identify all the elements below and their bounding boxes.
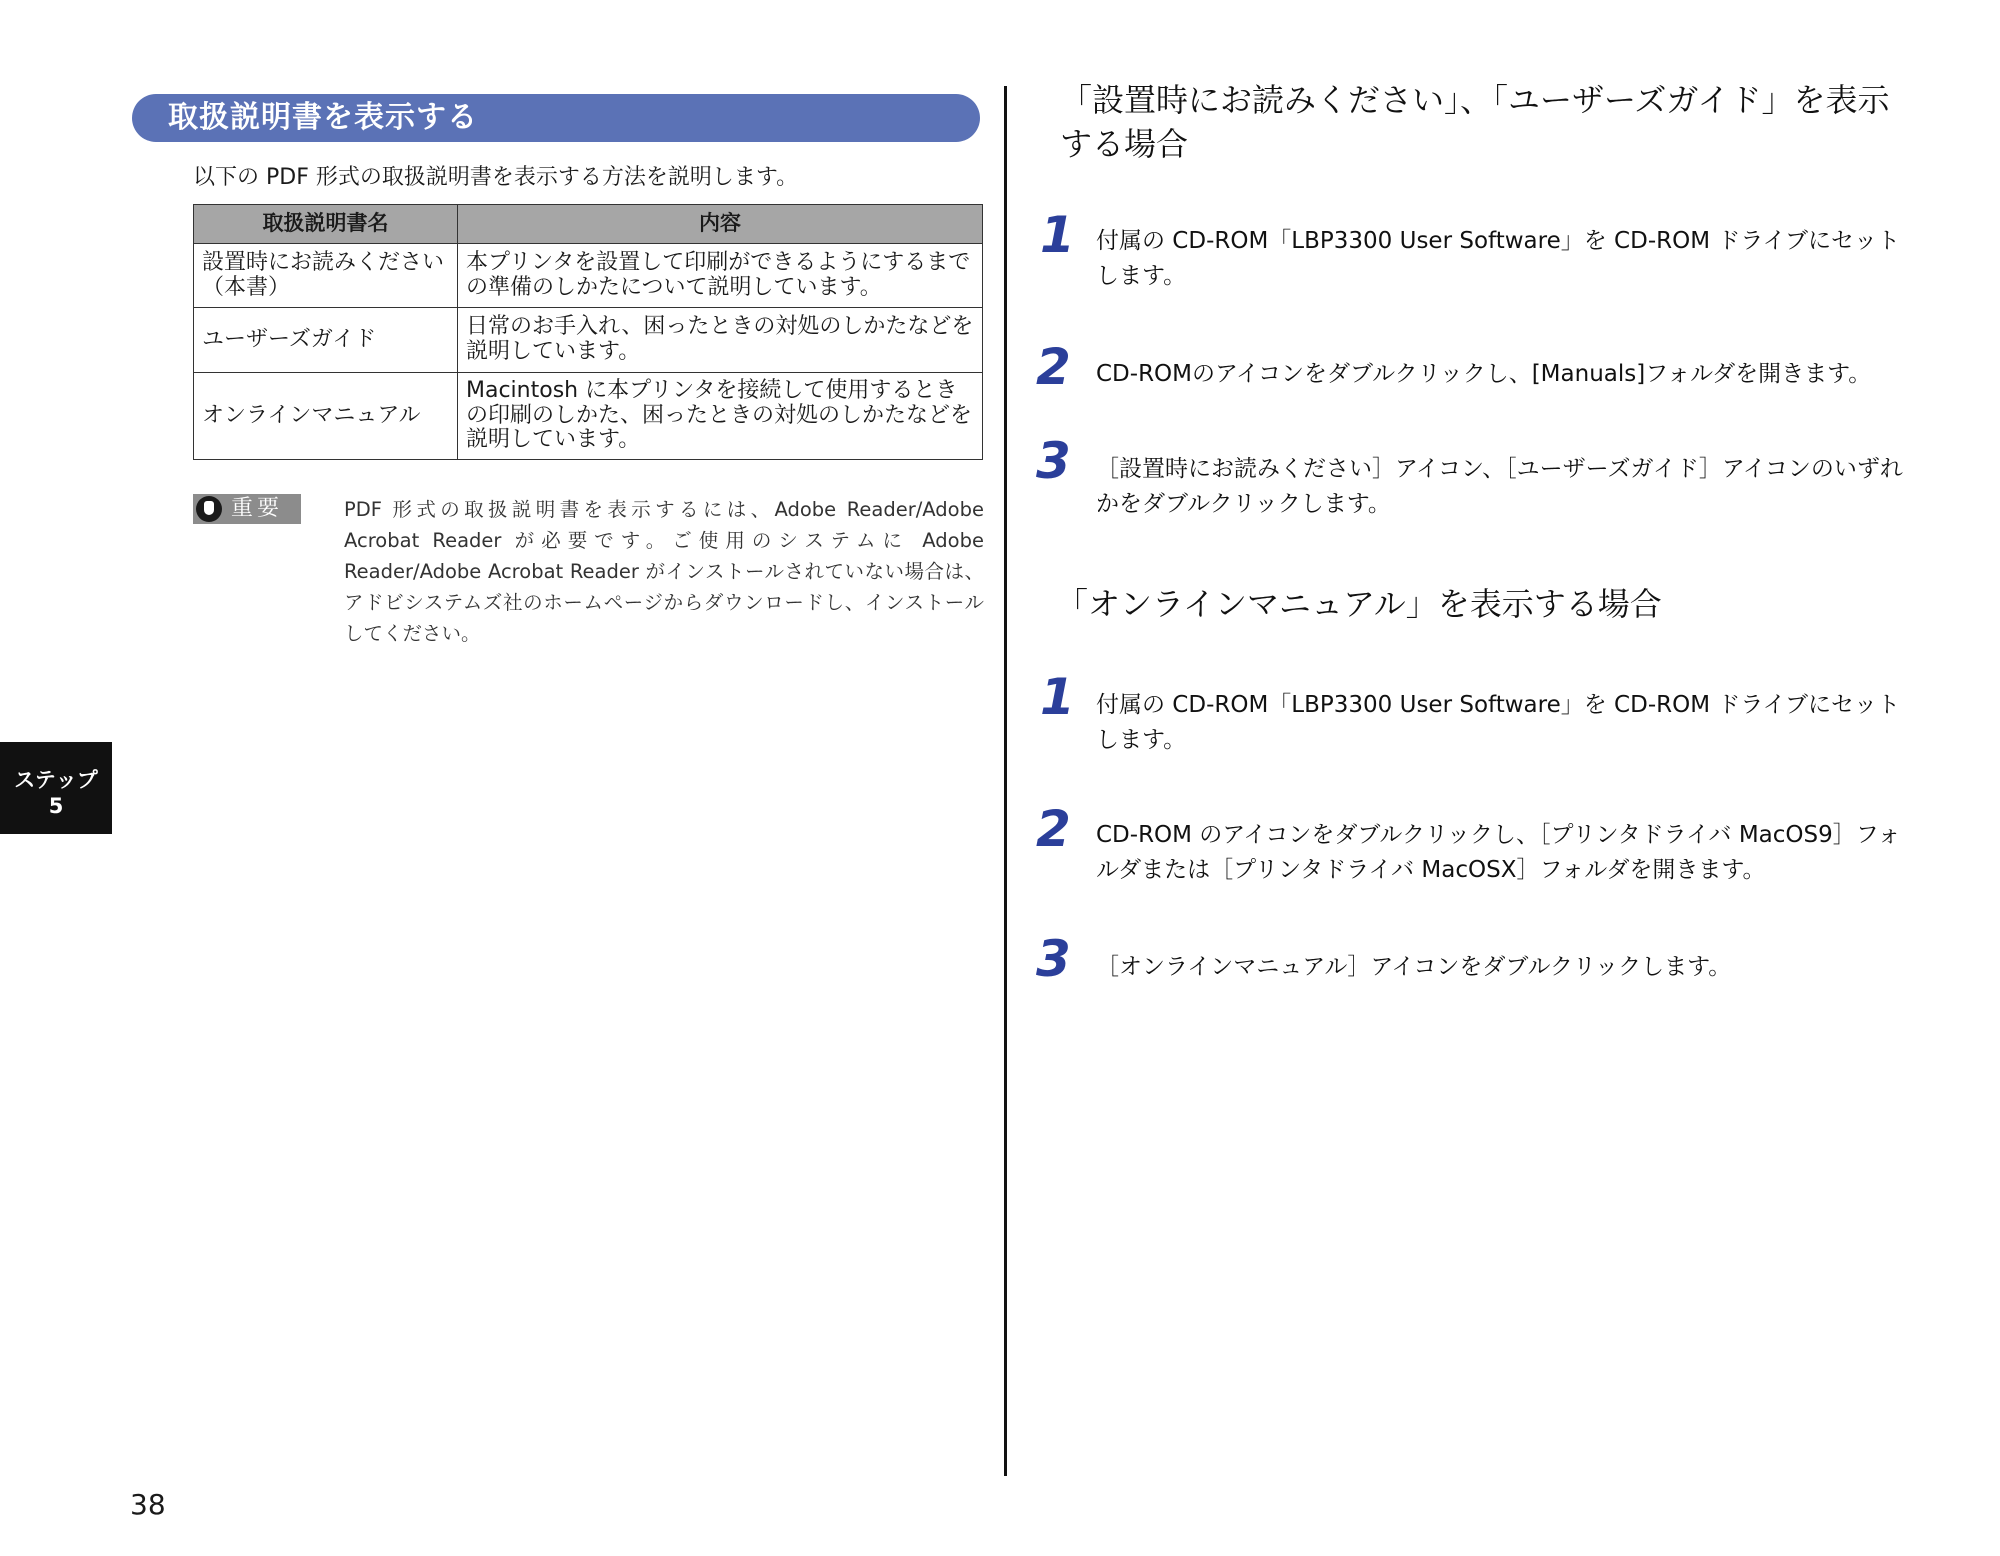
step-number: 2 — [1036, 338, 1071, 396]
table-header-content: 内容 — [458, 205, 983, 244]
table-cell-content: 本プリンタを設置して印刷ができるようにするまでの準備のしかたについて説明しています。 — [458, 244, 983, 308]
table-row — [194, 244, 983, 308]
heading-online-manual: 「オンラインマニュアル」を表示する場合 — [1056, 585, 1662, 623]
page-number: 38 — [130, 1488, 166, 1521]
manuals-table — [193, 204, 983, 460]
step-number: 2 — [1036, 800, 1071, 858]
table-cell-content: Macintosh に本プリンタを接続して使用するときの印刷のしかた、困ったときの対処のしかたなどを説明しています。 — [458, 373, 983, 460]
table-header-row — [194, 205, 983, 244]
step-tab-label: ステップ — [14, 768, 98, 792]
table-header-name: 取扱説明書名 — [194, 205, 458, 244]
step-text: 付属の CD-ROM「LBP3300 User Software」を CD-ROM ドライブにセットします。 — [1096, 228, 1900, 289]
step-text: 付属の CD-ROM「LBP3300 User Software」を CD-ROM ドライブにセットします。 — [1096, 692, 1900, 753]
step-text: CD-ROM のアイコンをダブルクリックし、［プリンタドライバ MacOS9］フォルダまたは［プリンタドライバ MacOSX］フォルダを開きます。 — [1096, 822, 1901, 883]
step-number: 1 — [1040, 206, 1075, 264]
table-row — [194, 373, 983, 460]
step-number: 1 — [1040, 668, 1075, 726]
column-divider — [1004, 86, 1007, 1476]
hand-stop-icon — [196, 496, 222, 522]
table-row — [194, 308, 983, 373]
step-text: ［オンラインマニュアル］アイコンをダブルクリックします。 — [1096, 954, 1732, 980]
step-tab — [0, 742, 112, 834]
section-title: 取扱説明書を表示する — [168, 100, 478, 135]
step-number: 3 — [1036, 432, 1071, 490]
section-title-bar — [132, 94, 980, 142]
important-label: 重要 — [231, 496, 284, 521]
intro-text: 以下の PDF 形式の取扱説明書を表示する方法を説明します。 — [193, 165, 799, 190]
table-cell-content: 日常のお手入れ、困ったときの対処のしかたなどを説明しています。 — [458, 308, 983, 373]
step-text: ［設置時にお読みください］アイコン、［ユーザーズガイド］アイコンのいずれかをダブルクリックします。 — [1096, 456, 1903, 517]
step-text: CD-ROMのアイコンをダブルクリックし、[Manuals]フォルダを開きます。 — [1096, 361, 1872, 387]
table-cell-name: ユーザーズガイド — [194, 308, 458, 373]
step-number: 3 — [1036, 930, 1071, 988]
heading-setup-userguide: 「設置時にお読みください」、「ユーザーズガイド」を表示する場合 — [1060, 81, 1890, 163]
table-cell-name: オンラインマニュアル — [194, 373, 458, 460]
important-badge — [193, 494, 301, 524]
important-note-text: PDF 形式の取扱説明書を表示するには、Adobe Reader/Adobe Acrobat Reader が必要です。ご使用のシステムに Adobe Reader/Adobe Acrobat Reader がインストールされていない場合は、アドビシステムズ社のホームページからダウンロードし、インストールしてください。 — [344, 498, 984, 645]
table-cell-name: 設置時にお読みください（本書） — [194, 244, 458, 308]
step-tab-number: 5 — [48, 794, 64, 818]
